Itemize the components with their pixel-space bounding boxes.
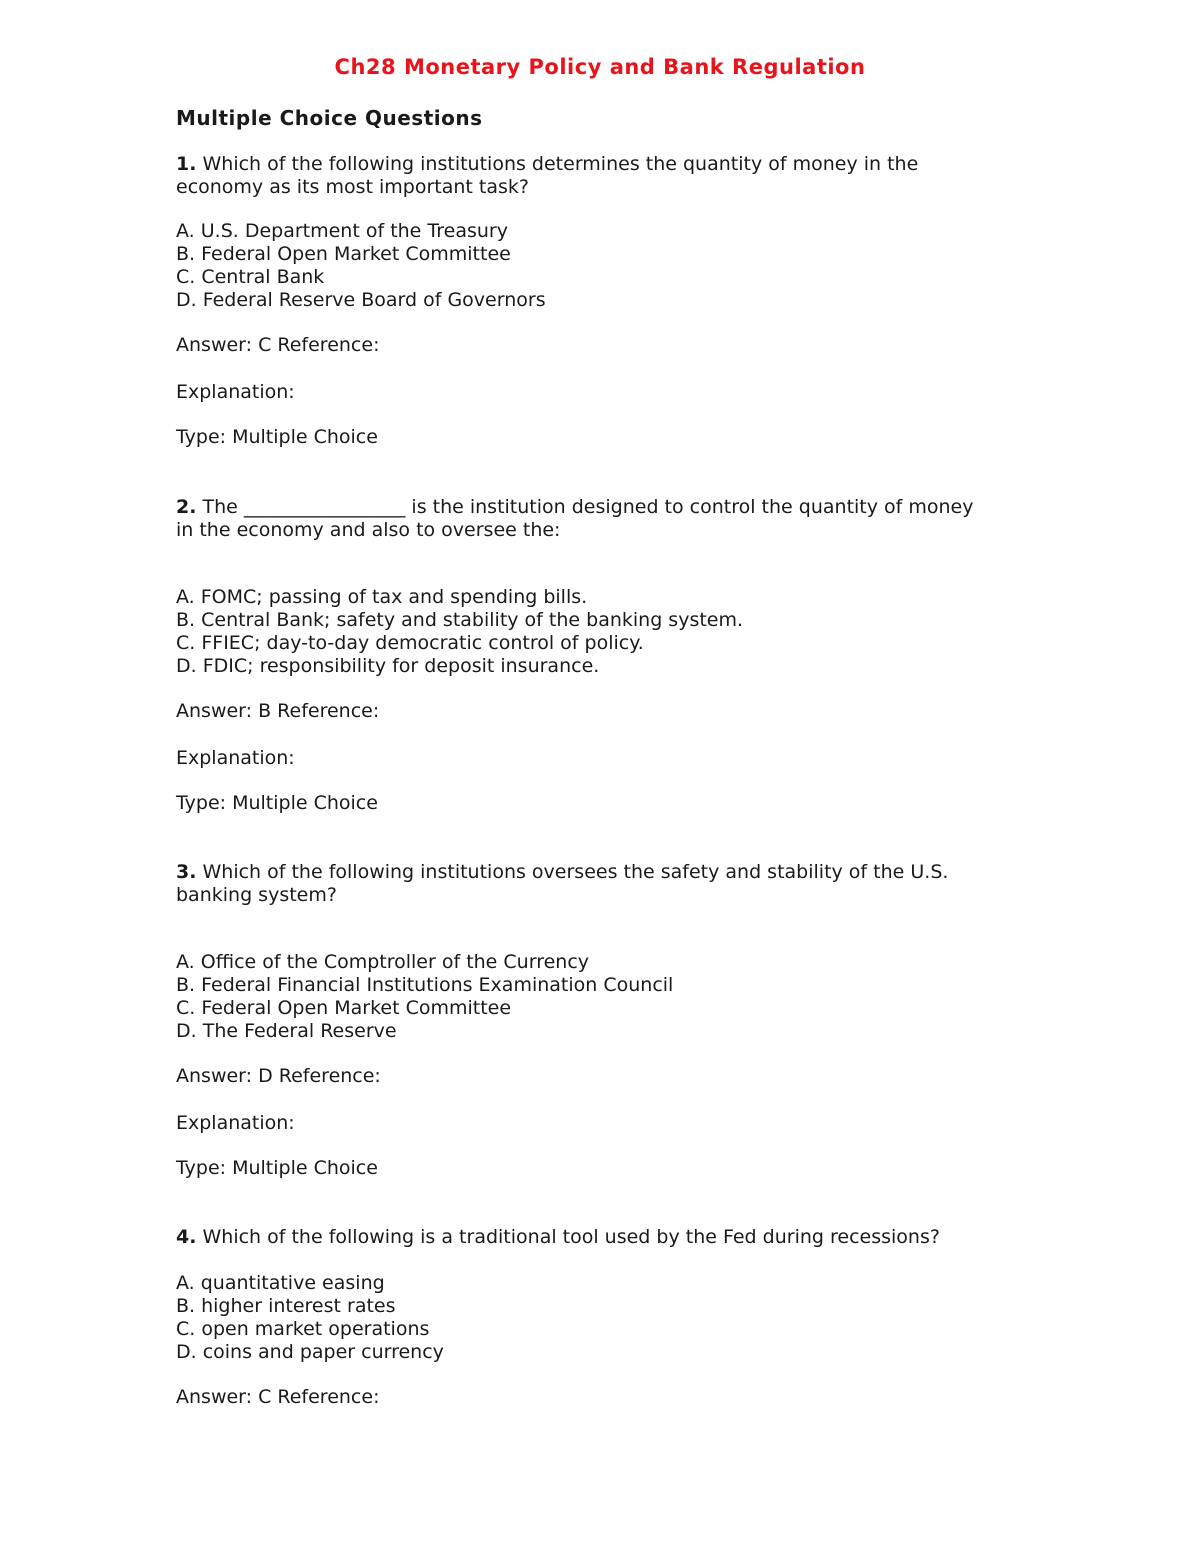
option-a: A. FOMC; passing of tax and spending bills. [176, 586, 588, 608]
page-title: Ch28 Monetary Policy and Bank Regulation [334, 55, 866, 79]
question-number: 2. [176, 496, 197, 518]
answer-options [176, 1272, 1036, 1364]
option-d: D. coins and paper currency [176, 1341, 444, 1363]
option-c: C. Central Bank [176, 266, 325, 288]
option-d: D. FDIC; responsibility for deposit insurance. [176, 655, 600, 677]
question-text-line1: Which of the following institutions determines the quantity of money in the [196, 153, 919, 175]
question-4 [176, 1226, 1036, 1409]
question-number: 3. [176, 861, 197, 883]
option-a: A. U.S. Department of the Treasury [176, 220, 508, 242]
question-text-line1: The _________________ is the institution designed to control the quantity of money [196, 496, 974, 518]
option-c: C. Federal Open Market Committee [176, 997, 512, 1019]
question-text-line1: Which of the following institutions oversees the safety and stability of the U.S. [196, 861, 949, 883]
option-d: D. The Federal Reserve [176, 1020, 397, 1042]
answer-line: Answer: C Reference: [176, 334, 380, 356]
option-a: A. Office of the Comptroller of the Currency [176, 951, 590, 973]
question-text-line1: Which of the following is a traditional tool used by the Fed during recessions? [196, 1226, 940, 1248]
option-a: A. quantitative easing [176, 1272, 385, 1294]
question-number: 1. [176, 153, 197, 175]
question-text [176, 1226, 1036, 1249]
answer-options [176, 586, 1036, 678]
question-2 [176, 496, 1036, 815]
type-line: Type: Multiple Choice [176, 1157, 378, 1179]
question-text [176, 153, 1036, 199]
answer-options [176, 951, 1036, 1043]
option-c: C. open market operations [176, 1318, 430, 1340]
type-line: Type: Multiple Choice [176, 426, 378, 448]
question-text-line2: in the economy and also to oversee the: [176, 519, 561, 541]
option-b: B. higher interest rates [176, 1295, 396, 1317]
section-heading: Multiple Choice Questions [176, 106, 483, 130]
question-text-line2: banking system? [176, 884, 337, 906]
question-text [176, 496, 1036, 542]
option-b: B. Federal Financial Institutions Examination Council [176, 974, 674, 996]
explanation-line: Explanation: [176, 381, 295, 403]
answer-options [176, 220, 1036, 312]
option-c: C. FFIEC; day-to-day democratic control of policy. [176, 632, 644, 654]
question-text-line2: economy as its most important task? [176, 176, 529, 198]
question-text [176, 861, 1036, 907]
question-3 [176, 861, 1036, 1180]
explanation-line: Explanation: [176, 1112, 295, 1134]
option-d: D. Federal Reserve Board of Governors [176, 289, 546, 311]
answer-line: Answer: B Reference: [176, 700, 380, 722]
explanation-line: Explanation: [176, 747, 295, 769]
question-1 [176, 153, 1036, 449]
question-number: 4. [176, 1226, 197, 1248]
type-line: Type: Multiple Choice [176, 792, 378, 814]
option-b: B. Central Bank; safety and stability of the banking system. [176, 609, 744, 631]
option-b: B. Federal Open Market Committee [176, 243, 511, 265]
answer-line: Answer: C Reference: [176, 1386, 380, 1408]
answer-line: Answer: D Reference: [176, 1065, 381, 1087]
